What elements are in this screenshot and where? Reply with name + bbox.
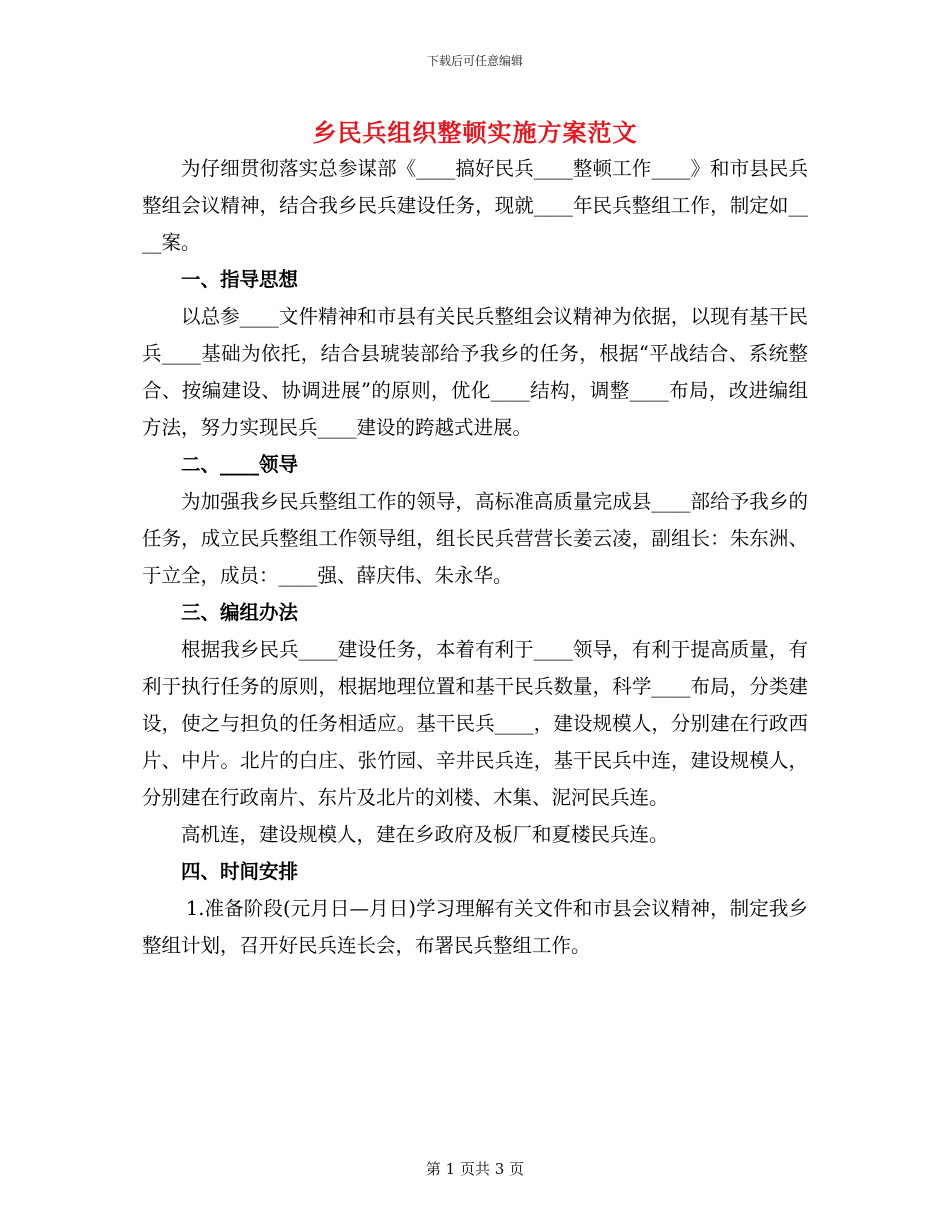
guiding-ideology-paragraph: 以总参____文件精神和市县有关民兵整组会议精神为依据，以现有基干民兵____基础为依托，结合县琥装部给予我乡的任务，根据“平战结合、系统整合、按编建设、协调进展”的原则，优化____结构，调整____布局，改进编组方法，努力实现民兵____建设的跨越式进展。: [142, 305, 808, 439]
intro-paragraph: 为仔细贯彻落实总参谋部《____搞好民兵____整顿工作____》和市县民兵整组会议精神，结合我乡民兵建设任务，现就____年民兵整组工作，制定如____案。: [142, 157, 808, 254]
organization-method-paragraph: 根据我乡民兵____建设任务，本着有利于____领导，有利于提高质量，有利于执行任务的原则，根据地理位置和基干民兵数量，科学____布局，分类建设，使之与担负的任务相适应。基干民兵____，建设规模人，分别建在行政西片、中片。北片的白庄、张竹园、辛井民兵连，基干民兵中连，建设规模人，分别建在行政南片、东片及北片的刘楼、木集、泥河民兵连。: [142, 638, 808, 809]
document-body: [142, 150, 808, 964]
header-note: 下载后可任意编辑: [426, 54, 523, 68]
section-heading-schedule: 四、时间安排: [181, 860, 299, 883]
page-footer: 第 1 页共 3 页: [425, 1160, 525, 1178]
high-machine-company-paragraph: 高机连，建设规模人，建在乡政府及板厂和夏楼民兵连。: [181, 823, 669, 846]
section-heading-organization-method: 三、编组办法: [181, 601, 299, 624]
document-title: 乡民兵组织整顿实施方案范文: [312, 118, 638, 147]
section-heading-leadership: 二、____领导: [181, 453, 299, 476]
schedule-step-1-paragraph: 1.准备阶段(元月日—月日)学习理解有关文件和市县会议精神，制定我乡整组计划，召开好民兵连长会，布署民兵整组工作。: [142, 897, 808, 957]
leadership-paragraph: 为加强我乡民兵整组工作的领导，高标准高质量完成县____部给予我乡的任务，成立民兵整组工作领导组，组长民兵营营长姜云凌，副组长：朱东洲、于立全，成员：____强、薛庆伟、朱永华。: [142, 490, 808, 587]
section-heading-guiding-ideology: 一、指导思想: [181, 268, 299, 291]
